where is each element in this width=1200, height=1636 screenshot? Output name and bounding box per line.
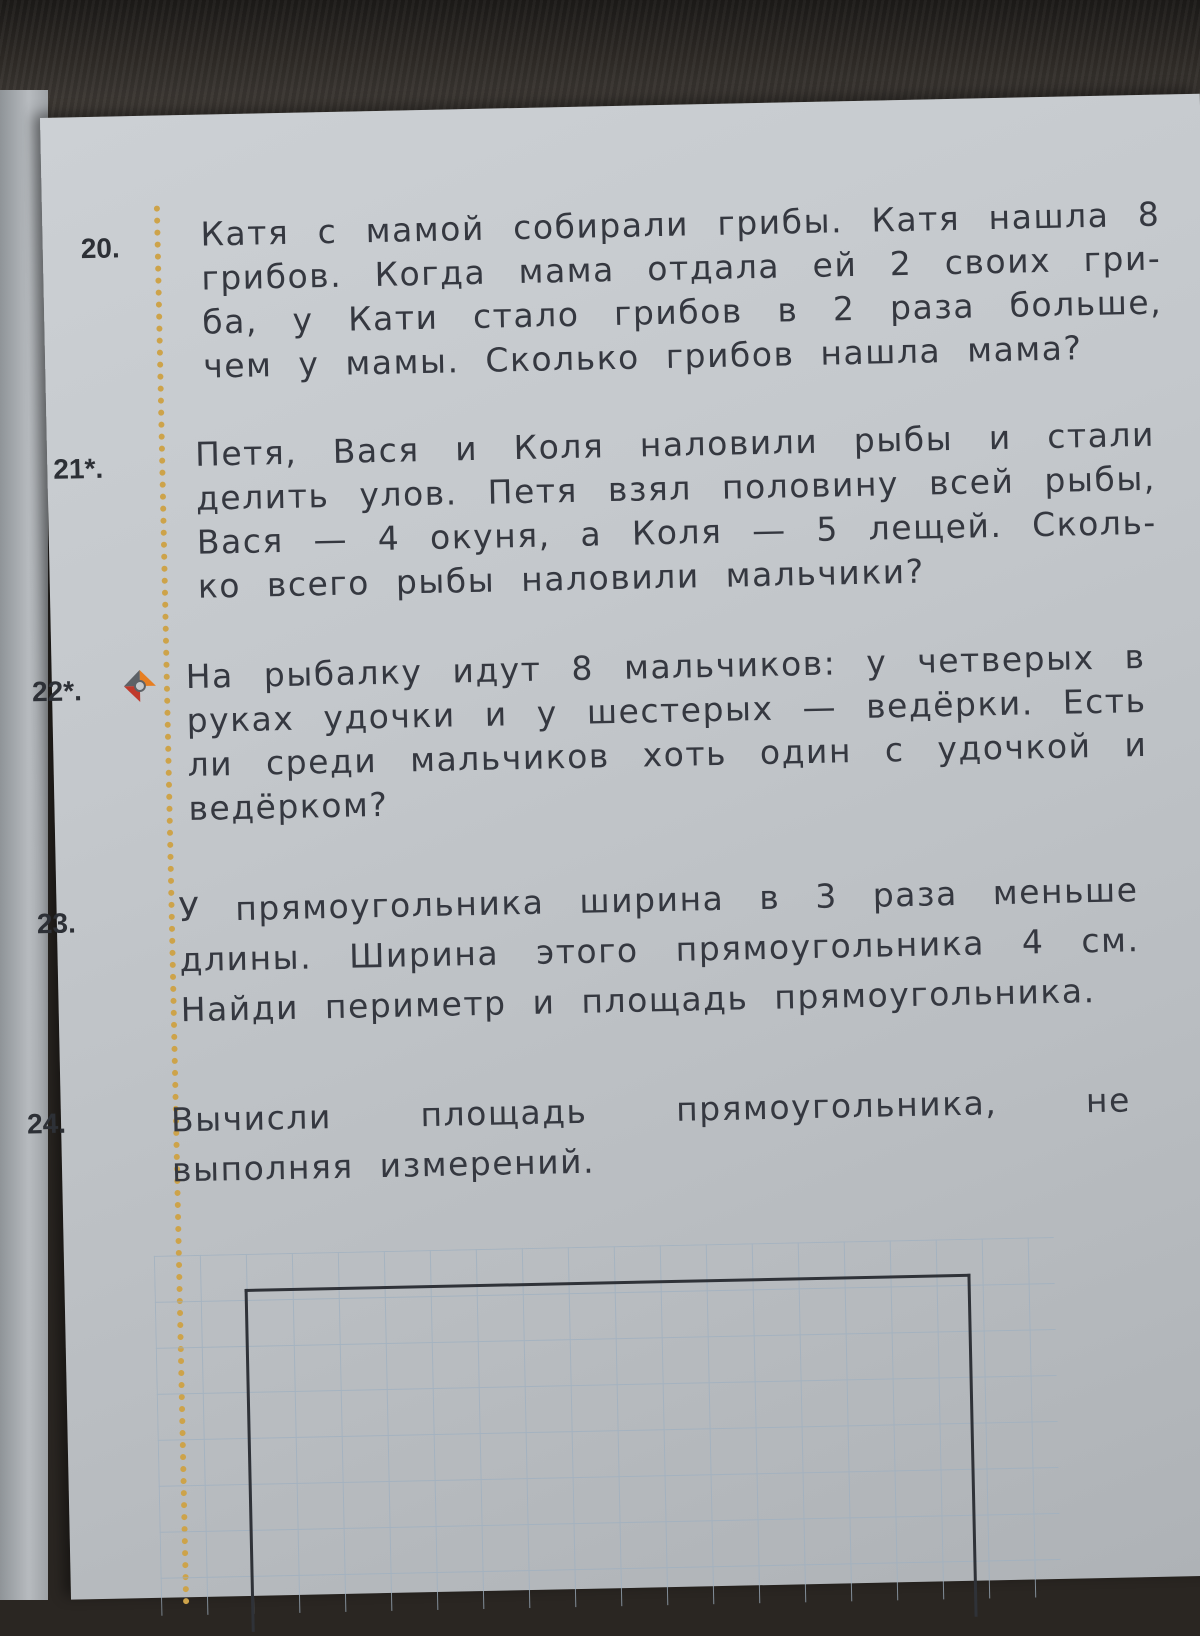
task-number: 23. (36, 907, 77, 940)
book-page-edge (0, 90, 48, 1600)
task-text: У прямоугольника ширина в 3 раза меньше длины. Ширина этого прямоугольника 4 см. Найди периметр и площадь прямоугольника. (178, 870, 1140, 1030)
task-23 (36, 864, 1200, 1030)
logic-task-icon (122, 668, 159, 705)
task-text: На рыбалку идут 8 мальчиков: у четверых в руках удочки и у шестерых — ведёрки. Есть ли среди мальчиков хоть один с удочкой и ведёрком? (185, 636, 1148, 829)
task-number: 22*. (31, 675, 83, 708)
task-number: 21*. (53, 452, 104, 485)
rectangle-figure (245, 1274, 978, 1632)
task-22 (31, 634, 1200, 829)
task-text: Катя с мамой собирали грибы. Катя нашла 8 грибов. Когда мама отдала ей 2 своих гри-ба, у Кати стало грибов в 2 раза больше, чем у мамы. Сколько грибов нашла мама? (200, 194, 1163, 386)
task-20 (42, 192, 1200, 386)
textbook-page (26, 94, 1200, 1600)
task-number: 20. (80, 232, 120, 265)
task-24 (26, 1073, 1200, 1190)
task-text: Петя, Вася и Коля наловили рыбы и стали делить улов. Петя взял половину всей рыбы, Вася — 4 окуня, а Коля — 5 лещей. Сколь-ко всего рыбы наловили мальчики? (194, 414, 1158, 606)
task-text: Вычисли площадь прямоугольника, не выполняя измерений. (170, 1080, 1132, 1190)
task-number: 24. (26, 1107, 67, 1140)
task-21 (47, 412, 1200, 606)
